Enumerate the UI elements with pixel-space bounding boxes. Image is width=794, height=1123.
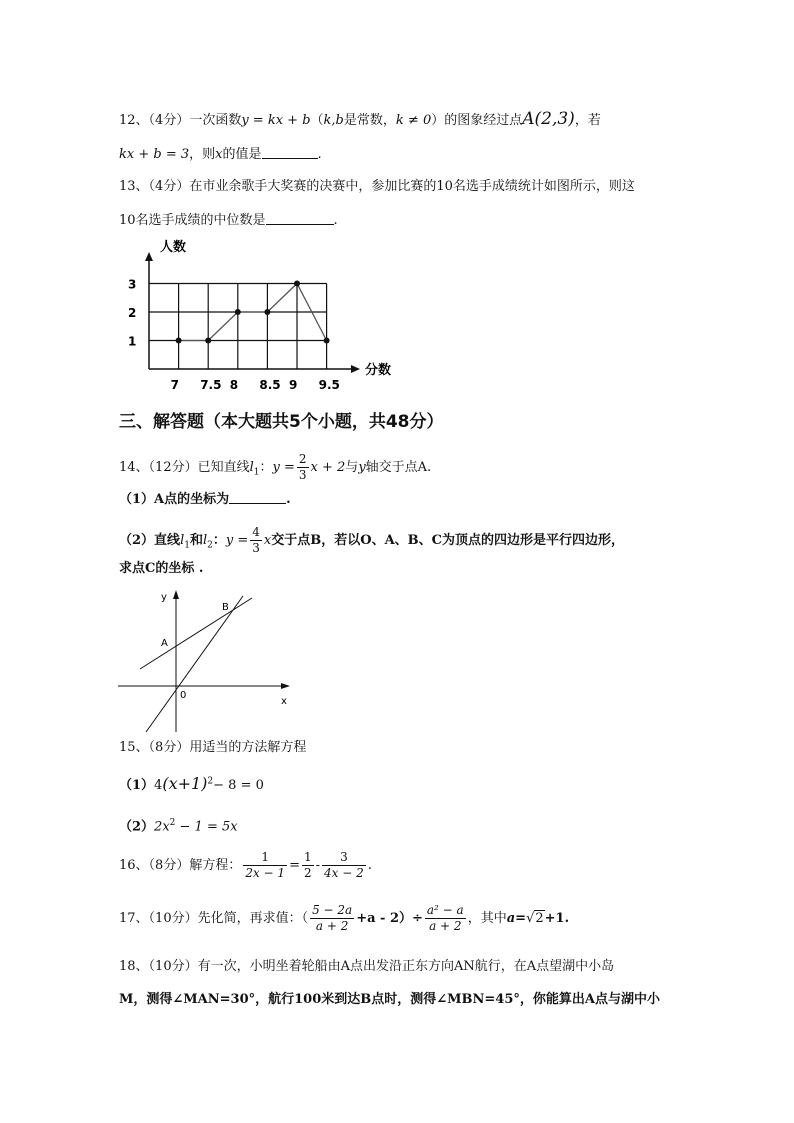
q14-line1: 14、（12分）已知直线$l_1$：y = $\frac{2}{3}$ x + 2与y轴交于点A. (119, 452, 432, 482)
fraction: $\frac{\text{a² − a}}{a + 2}$ (426, 903, 464, 933)
fraction: $\frac{2}{3}$ (298, 452, 307, 482)
q13-line1: 13、（4分）在市业余歌手大奖赛的决赛中，参加比赛的10名选手成绩统计如图所示，则这 (119, 179, 635, 194)
y-axis-arrow (145, 252, 153, 261)
fraction: $\frac{3}{4x - 2}$ (324, 850, 364, 880)
x-tick-label: 8 (229, 378, 239, 392)
y-axis-label: 人数 (160, 240, 187, 255)
q13-line2: 10名选手成绩的中位数是 . (119, 213, 338, 228)
data-point (235, 309, 241, 315)
point-b-label: B (222, 602, 229, 613)
data-point (294, 281, 300, 287)
q18-line1: 18、（10分）有一次，小明坐着轮船由A点出发沿正东方向AN航行，在A点望湖中小岛 (119, 959, 615, 974)
answer-blank (229, 491, 286, 504)
fraction: $\frac{1}{2x - 1}$ (245, 850, 286, 880)
q12-line2: kx + b = 3，则x的值是 . (119, 147, 322, 162)
fraction: $\frac{5 - 2a}{a + 2}$ (312, 903, 353, 933)
x-axis-label: 分数 (365, 363, 392, 378)
point-a-label: A (161, 638, 168, 649)
line-intersection-graph (118, 588, 300, 738)
x-axis-arrow (351, 365, 360, 373)
x-axis-arrow (281, 683, 290, 689)
answer-blank (266, 212, 334, 225)
line-l2 (146, 596, 243, 732)
q18-line2: M，测得∠MAN=30°，航行100米到达B点时，测得∠MBN=45°，你能算出A点与湖中小 (119, 992, 660, 1007)
y-label: y (161, 592, 167, 603)
q14-part2: （2）直线$l_1$和$l_2$：y = $\frac{4}{3}$ x交于点B，若以O、A、B、C为顶点的四边形是平行四边形， (119, 525, 624, 555)
chart-grid (149, 284, 327, 370)
y-tick-label: 3 (128, 277, 137, 292)
q15-part1: $(1)4(x+1)^2- 8 = 0$ (119, 774, 264, 793)
q15-title: 15、（8分）用适当的方法解方程 (119, 740, 307, 755)
q16-line: 16、（8分）解方程： $\frac{1}{2x - 1}$ = $\frac{1}{2}$ - $\frac{3}{4x - 2}$ . (119, 850, 372, 880)
y-tick-label: 1 (128, 334, 137, 349)
x-label: x (281, 696, 287, 707)
section-title: 三、解答题（本大题共5个小题，共48分） (119, 412, 444, 432)
score-line-chart (120, 236, 400, 396)
answer-blank (262, 146, 318, 159)
x-tick-label: 9.5 (318, 378, 340, 392)
origin-label: 0 (180, 690, 187, 701)
data-point (176, 338, 182, 344)
q12-line1: 12、（4分）一次函数y = kx + b（k,b是常数，k ≠ 0）的图象经过点A(2,3)，若 (119, 109, 601, 129)
q15-part2: $(2)2x^2 - 1 = 5x$ (119, 818, 238, 835)
q17-line: 17、（10分）先化简，再求值：（ $\frac{5 - 2a}{a + 2}$ +a - 2）÷ $\frac{\text{a² − a}}{a + 2}$ ，其中a=√2+1. (119, 903, 570, 933)
y-axis-arrow (173, 590, 179, 599)
line-l1 (140, 598, 252, 669)
x-tick-label: 8.5 (259, 378, 281, 392)
x-tick-label: 7 (170, 378, 179, 392)
x-tick-label: 9 (289, 378, 298, 392)
y-tick-label: 2 (128, 306, 137, 320)
data-point (324, 338, 330, 344)
fraction: $\frac{4}{3}$ (252, 525, 260, 555)
q14-part2b: 求点C的坐标 . (119, 561, 204, 576)
fraction: $\frac{1}{2}$ (303, 850, 312, 880)
x-tick-label: 7.5 (200, 378, 222, 392)
q14-part1: （1）A点的坐标为 . (119, 492, 291, 507)
data-point (264, 309, 270, 315)
data-point (205, 338, 211, 344)
